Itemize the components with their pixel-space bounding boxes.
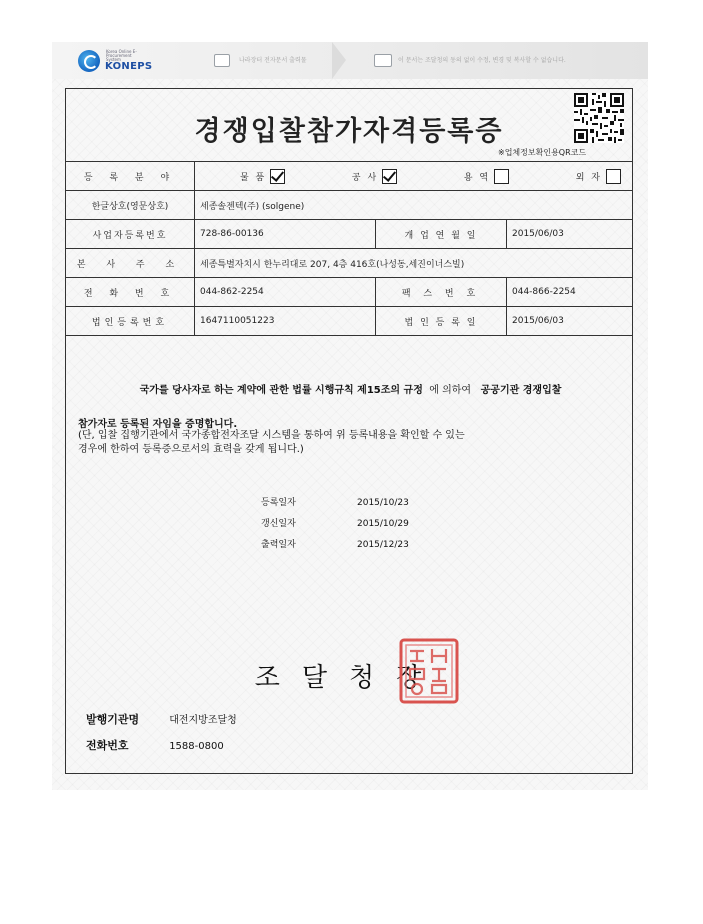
table-row [66, 278, 632, 307]
banner-divider [332, 42, 346, 79]
certificate-title: 경쟁입찰참가자격등록증 [194, 116, 504, 147]
date-list [261, 493, 409, 556]
issuer-org-value: 대전지방조달청 [169, 715, 237, 726]
issuer-org-label: 발행기관명 [86, 713, 140, 726]
law-target: 공공기관 경쟁입찰 [480, 385, 562, 396]
corpno-value: 1647110051223 [195, 307, 376, 336]
certificate-frame [65, 88, 633, 774]
category-label: 외 자 [575, 172, 602, 183]
company-name-value: 세종솔젠텍(주) (solgene) [195, 191, 633, 220]
date-value: 2015/10/23 [357, 498, 409, 508]
qr-code-icon [574, 93, 624, 143]
date-label: 갱신일자 [261, 519, 296, 529]
category-label: 공 사 [351, 172, 379, 183]
category-list [200, 169, 627, 184]
table-row [66, 191, 632, 220]
law-reference: 국가를 당사자로 하는 계약에 관한 법률 시행규칙 제15조의 규정 [139, 385, 423, 396]
print-text: 나라장터 전자문서 출력물 [239, 57, 307, 64]
koneps-logo-icon [78, 50, 100, 72]
category-checkbox[interactable] [270, 169, 285, 184]
notice-text: 이 문서는 조달청의 동의 없이 수정, 변경 및 복사할 수 없습니다. [398, 57, 566, 64]
category-label: 물 품 [240, 172, 267, 183]
category-item [464, 169, 509, 184]
bizno-label: 사업자등록번호 [66, 220, 195, 249]
fax-label: 팩 스 번 호 [376, 278, 507, 307]
note-line: (단, 입찰 집행기관에서 국가종합전자조달 시스템을 통하여 위 등록내용을 확인할 수 있는 [78, 430, 465, 441]
date-row [261, 514, 409, 535]
bizno-value: 728-86-00136 [195, 220, 376, 249]
category-item [576, 169, 621, 184]
date-value: 2015/10/29 [357, 519, 409, 529]
certification-text: 참가자로 등록된 자임을 증명합니다. [78, 419, 238, 430]
note-line: 경우에 한하여 등록증으로서의 효력을 갖게 됩니다.) [78, 444, 304, 455]
open-date-label: 개 업 연 월 일 [376, 220, 507, 249]
issuer-org-row [86, 711, 237, 727]
logo-name: KONEPS [105, 61, 153, 72]
fax-value: 044-866-2254 [507, 278, 633, 307]
law-statement [78, 381, 623, 396]
date-row [261, 493, 409, 514]
date-value: 2015/12/23 [357, 540, 409, 550]
document-icon [214, 54, 230, 67]
issuer-tel-label: 전화번호 [86, 739, 129, 752]
table-row [66, 307, 632, 336]
registration-table [66, 162, 632, 336]
issuer-tel-row [86, 737, 224, 753]
category-label: 용 역 [463, 172, 491, 183]
logo-subtitle: Korea Online E-Procurement System [106, 49, 137, 62]
table-row [66, 220, 632, 249]
law-connector: 에 의하여 [429, 385, 472, 396]
qr-note: ※업체정보확인용QR코드 [498, 148, 587, 157]
category-cell [195, 162, 633, 191]
field-label: 등 록 분 야 [66, 162, 195, 191]
date-label: 등록일자 [261, 498, 296, 508]
category-checkbox[interactable] [382, 169, 397, 184]
category-item [240, 169, 285, 184]
address-value: 세종특별자치시 한누리대로 207, 4층 416호(나성동,세진이너스빌) [195, 249, 633, 278]
address-label: 본 사 주 소 [66, 249, 195, 278]
phone-label: 전 화 번 호 [66, 278, 195, 307]
agency-name: 조달청장 [254, 663, 444, 693]
corpno-label: 법인등록번호 [66, 307, 195, 336]
corpdate-value: 2015/06/03 [507, 307, 633, 336]
issuer-tel-value: 1588-0800 [169, 741, 224, 752]
date-label: 출력일자 [261, 540, 296, 550]
printer-icon [374, 54, 392, 67]
official-seal-icon [398, 637, 460, 705]
category-checkbox[interactable] [494, 169, 509, 184]
open-date-value: 2015/06/03 [507, 220, 633, 249]
table-row [66, 162, 632, 191]
validity-note [78, 429, 623, 457]
phone-value: 044-862-2254 [195, 278, 376, 307]
category-item [352, 169, 397, 184]
corpdate-label: 법 인 등 록 일 [376, 307, 507, 336]
koneps-logo [78, 50, 158, 72]
company-name-label: 한글상호(영문상호) [66, 191, 195, 220]
table-row [66, 249, 632, 278]
date-row [261, 535, 409, 556]
category-checkbox[interactable] [606, 169, 621, 184]
koneps-banner [52, 42, 648, 79]
